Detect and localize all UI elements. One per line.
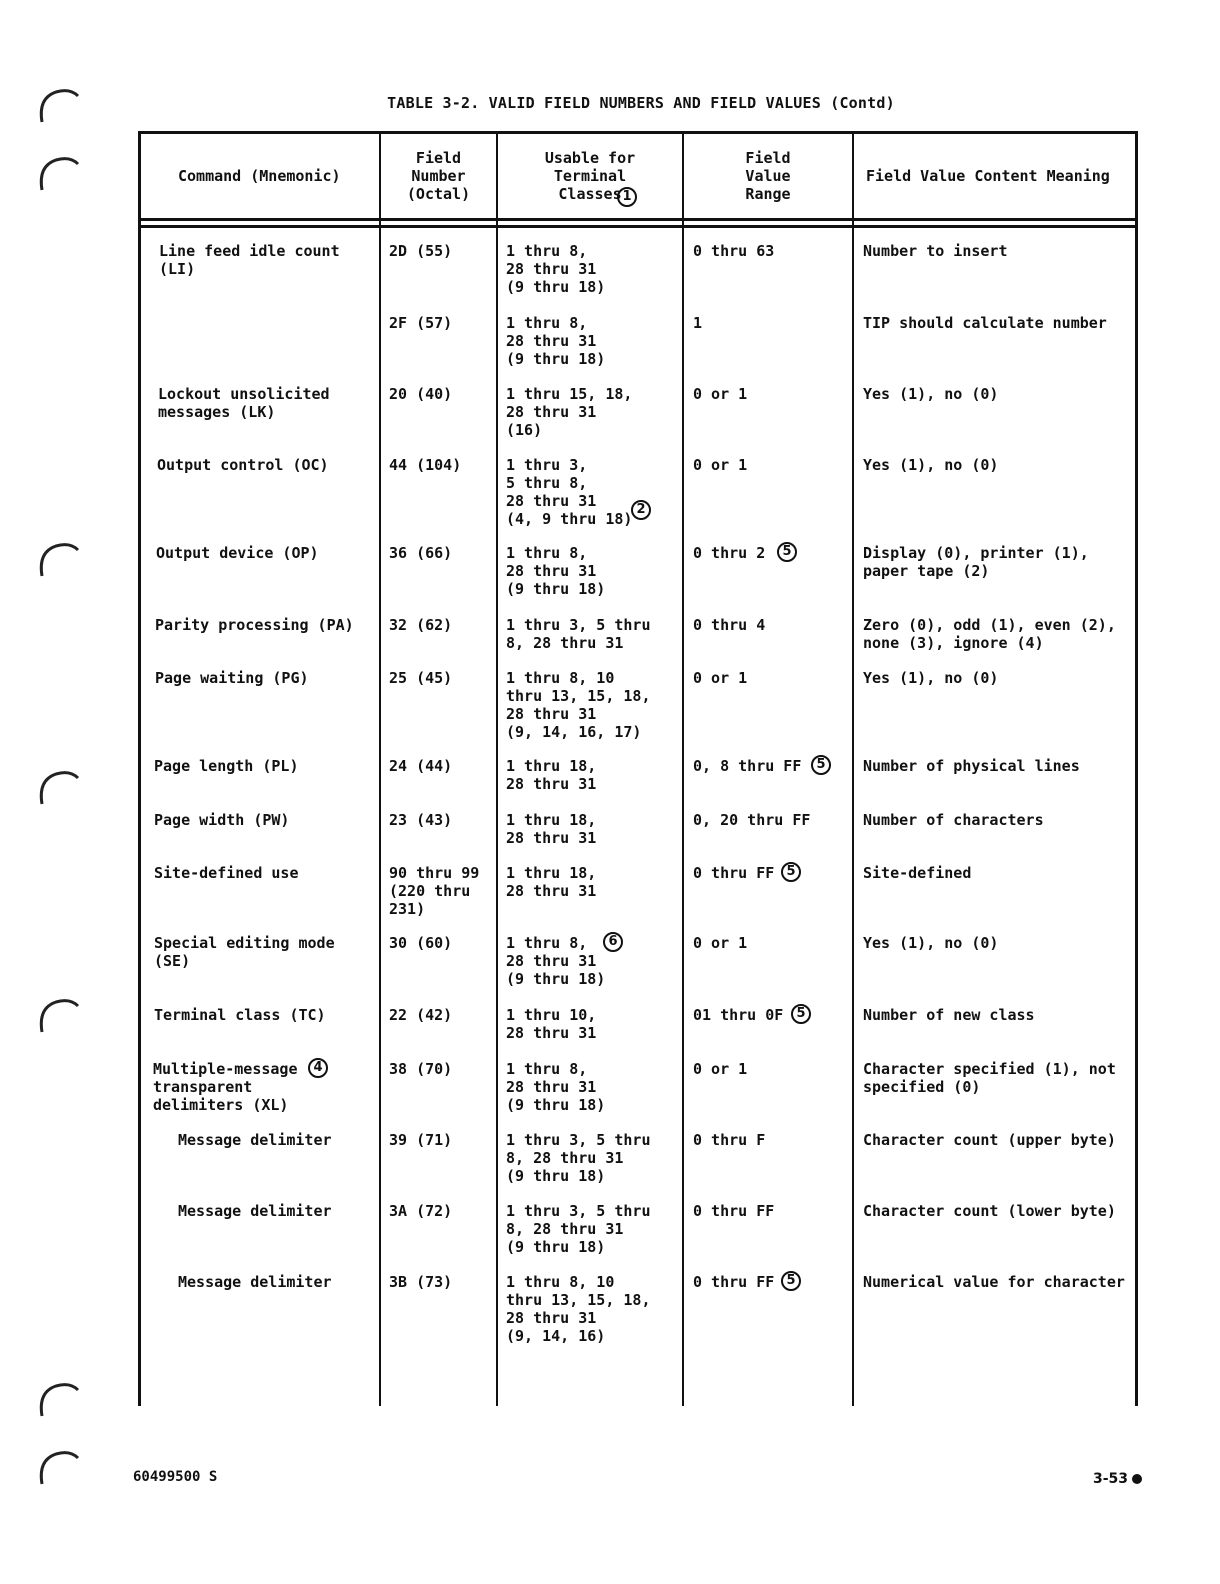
cell-field-text: 2F (57) [389,314,453,332]
cell-usable [506,811,682,847]
binder-ring-mark [34,1444,80,1490]
cell-command-text: Special editing mode (SE) [154,934,335,970]
cell-meaning-text: Number of characters [863,811,1044,829]
cell-usable-text: 1 thru 8, 28 thru 31 (9 thru 18) [506,1060,606,1114]
cell-field-text: 3A (72) [389,1202,453,1220]
header-field-number [381,134,496,218]
cell-field-text: 36 (66) [389,544,453,562]
cell-range [693,616,851,634]
cell-usable [506,864,682,900]
binder-ring-mark [34,764,80,810]
cell-usable-text: 1 thru 8, 28 thru 31 (9 thru 18) [506,242,606,296]
field-values-table [138,131,1138,1406]
cell-command [154,934,377,970]
cell-meaning [863,616,1139,652]
cell-field [389,242,494,260]
cell-command-text: Message delimiter [178,1273,332,1291]
cell-field [389,934,494,952]
cell-usable [506,385,682,439]
cell-usable-text: 1 thru 3, 5 thru 8, 28 thru 31 (9 thru 18) [506,1131,651,1185]
cell-command [155,616,377,634]
cell-usable [506,1202,682,1256]
cell-usable [506,757,682,793]
cell-range [693,242,851,260]
footnote-marker: 6 [603,932,623,952]
cell-command [155,669,377,687]
cell-command-text: Output device (OP) [156,544,319,562]
cell-meaning-text: Numerical value for character [863,1273,1125,1291]
cell-meaning [863,1273,1139,1291]
header-command [166,134,388,218]
cell-field [389,544,494,562]
cell-usable [506,1006,682,1042]
footnote-marker: 2 [631,500,651,520]
cell-usable [506,544,682,598]
footnote-marker: 1 [617,187,637,207]
column-divider [379,134,381,1406]
cell-field-text: 32 (62) [389,616,453,634]
cell-meaning [863,811,1139,829]
cell-field [389,1060,494,1078]
cell-meaning [863,934,1139,952]
column-divider [496,134,498,1406]
cell-range [693,669,851,687]
cell-command-text: Message delimiter [178,1131,332,1149]
cell-range-text: 01 thru 0F [693,1006,784,1024]
cell-meaning [863,669,1139,687]
cell-command [178,1273,377,1291]
cell-meaning [863,1060,1139,1096]
cell-range-text: 0 thru 63 [693,242,775,260]
cell-meaning [863,757,1139,775]
cell-usable [506,669,682,741]
cell-command [154,757,377,775]
cell-usable [506,1273,682,1345]
header-usable-label: Usable for Terminal Classes [544,149,636,203]
cell-field-text: 23 (43) [389,811,453,829]
cell-command-text: Terminal class (TC) [154,1006,326,1024]
cell-field [389,864,494,918]
bullet-icon [1132,1474,1142,1484]
cell-range-text: 0 or 1 [693,1060,748,1078]
cell-range-text: 0 thru 2 [693,544,766,562]
cell-field-text: 3B (73) [389,1273,453,1291]
cell-meaning-text: Character count (upper byte) [863,1131,1116,1149]
header-rule [141,218,1135,221]
binder-ring-mark [34,82,80,128]
cell-meaning-text: Yes (1), no (0) [863,456,999,474]
binder-ring-mark [34,992,80,1038]
cell-command [158,385,377,421]
cell-field-text: 25 (45) [389,669,453,687]
cell-field-text: 22 (42) [389,1006,453,1024]
cell-range-text: 0 thru 4 [693,616,766,634]
cell-range [693,811,851,829]
cell-meaning-text: Character count (lower byte) [863,1202,1116,1220]
cell-command-text: Multiple-message transparent delimiters (XL) [153,1060,298,1114]
cell-usable-text: 1 thru 8, 28 thru 31 (9 thru 18) [506,544,606,598]
cell-range [693,1131,851,1149]
cell-usable-text: 1 thru 18, 28 thru 31 [506,864,597,900]
cell-command-text: Page width (PW) [154,811,290,829]
cell-range [693,544,851,562]
cell-command [178,1202,377,1220]
cell-field [389,1273,494,1291]
cell-range [693,934,851,952]
cell-usable [506,314,682,368]
cell-field [389,1202,494,1220]
cell-range-text: 0 or 1 [693,669,748,687]
cell-range [693,385,851,403]
cell-range-text: 0 thru FF [693,864,775,882]
cell-usable-text: 1 thru 8, 10 thru 13, 15, 18, 28 thru 31 (9, 14, 16, 17) [506,669,651,741]
cell-range-text: 0 thru F [693,1131,766,1149]
cell-meaning [863,544,1139,580]
cell-range-text: 0 or 1 [693,385,748,403]
cell-usable [506,616,682,652]
cell-meaning [863,1202,1139,1220]
cell-command-text: Line feed idle count (LI) [159,242,340,278]
cell-command [154,811,377,829]
cell-usable-text: 1 thru 8, 10 thru 13, 15, 18, 28 thru 31 (9, 14, 16) [506,1273,651,1345]
cell-usable [506,242,682,296]
cell-range [693,456,851,474]
footnote-marker: 5 [777,542,797,562]
cell-field-text: 2D (55) [389,242,453,260]
cell-range [693,1060,851,1078]
footnote-marker: 4 [308,1058,328,1078]
cell-command [178,1131,377,1149]
cell-command [156,544,377,562]
cell-usable [506,1131,682,1185]
cell-field-text: 20 (40) [389,385,453,403]
cell-command-text: Page waiting (PG) [155,669,309,687]
cell-usable-text: 1 thru 10, 28 thru 31 [506,1006,597,1042]
cell-usable [506,1060,682,1114]
cell-field-text: 24 (44) [389,757,453,775]
cell-meaning-text: Yes (1), no (0) [863,385,999,403]
footnote-marker: 5 [811,755,831,775]
cell-meaning [863,864,1139,882]
cell-command-text: Lockout unsolicited messages (LK) [158,385,330,421]
cell-range [693,1006,851,1024]
cell-field-text: 39 (71) [389,1131,453,1149]
header-command-label: Command (Mnemonic) [178,167,341,185]
binder-ring-mark [34,150,80,196]
cell-command-text: Output control (OC) [157,456,329,474]
cell-command-text: Page length (PL) [154,757,299,775]
cell-meaning-text: Character specified (1), not specified (0) [863,1060,1116,1096]
footnote-marker: 5 [791,1004,811,1024]
cell-field [389,757,494,775]
cell-field [389,811,494,829]
binder-ring-mark [34,1376,80,1422]
cell-range [693,1202,851,1220]
cell-range [693,864,851,882]
cell-command [154,864,377,882]
table-title: TABLE 3-2. VALID FIELD NUMBERS AND FIELD VALUES (Contd) [387,94,895,112]
cell-field [389,616,494,634]
cell-range-text: 0, 20 thru FF [693,811,811,829]
footnote-marker: 5 [781,862,801,882]
cell-usable-text: 1 thru 18, 28 thru 31 [506,757,597,793]
cell-range [693,314,851,332]
cell-command-text: Site-defined use [154,864,299,882]
cell-range-text: 0 or 1 [693,934,748,952]
page-number-text: 3-53 [1093,1471,1129,1487]
cell-meaning [863,385,1139,403]
cell-command [154,1006,377,1024]
header-field-number-label: Field Number (Octal) [406,149,471,203]
cell-meaning-text: TIP should calculate number [863,314,1107,332]
cell-meaning-text: Yes (1), no (0) [863,934,999,952]
header-rule [141,225,1135,228]
cell-meaning [863,456,1139,474]
cell-field [389,314,494,332]
cell-usable-text: 1 thru 15, 18, 28 thru 31 (16) [506,385,633,439]
cell-range-text: 1 [693,314,703,332]
header-meaning-label: Field Value Content Meaning [866,167,1110,185]
header-meaning [854,134,1146,218]
cell-range-text: 0 thru FF [693,1202,775,1220]
cell-meaning-text: Site-defined [863,864,972,882]
cell-usable-text: 1 thru 8, 28 thru 31 (9 thru 18) [506,314,606,368]
cell-usable [506,456,682,528]
cell-meaning [863,314,1139,332]
column-divider [852,134,854,1406]
cell-field [389,1006,494,1024]
cell-range-text: 0 or 1 [693,456,748,474]
cell-usable-text: 1 thru 3, 5 thru 8, 28 thru 31 (9 thru 18) [506,1202,651,1256]
cell-meaning-text: Zero (0), odd (1), even (2), none (3), ignore (4) [863,616,1116,652]
header-usable [498,134,682,218]
cell-command [159,242,377,278]
cell-command-text: Message delimiter [178,1202,332,1220]
cell-usable-text: 1 thru 8, 28 thru 31 (9 thru 18) [506,934,606,988]
cell-command [153,1060,377,1114]
cell-meaning [863,1006,1139,1024]
cell-range-text: 0 thru FF [693,1273,775,1291]
page-number [1093,1471,1142,1487]
cell-meaning-text: Number of physical lines [863,757,1080,775]
cell-field [389,456,494,474]
cell-command-text: Parity processing (PA) [155,616,354,634]
cell-usable-text: 1 thru 18, 28 thru 31 [506,811,597,847]
cell-meaning-text: Yes (1), no (0) [863,669,999,687]
cell-meaning [863,242,1139,260]
cell-meaning-text: Number of new class [863,1006,1035,1024]
cell-command [157,456,377,474]
cell-field [389,1131,494,1149]
cell-meaning-text: Number to insert [863,242,1008,260]
cell-range [693,1273,851,1291]
binder-ring-mark [34,536,80,582]
cell-usable [506,934,682,988]
header-range-label: Field Value Range [745,149,791,203]
cell-field-text: 44 (104) [389,456,462,474]
cell-meaning-text: Display (0), printer (1), paper tape (2) [863,544,1089,580]
cell-field [389,385,494,403]
column-divider [682,134,684,1406]
cell-usable-text: 1 thru 3, 5 thru 8, 28 thru 31 [506,616,651,652]
cell-field [389,669,494,687]
cell-field-text: 38 (70) [389,1060,453,1078]
header-range [684,134,852,218]
document-number: 60499500 S [133,1469,218,1485]
cell-field-text: 90 thru 99 (220 thru 231) [389,864,480,918]
cell-range-text: 0, 8 thru FF [693,757,802,775]
cell-meaning [863,1131,1139,1149]
footnote-marker: 5 [781,1271,801,1291]
cell-field-text: 30 (60) [389,934,453,952]
cell-usable-text: 1 thru 3, 5 thru 8, 28 thru 31 (4, 9 thru 18) [506,456,633,528]
